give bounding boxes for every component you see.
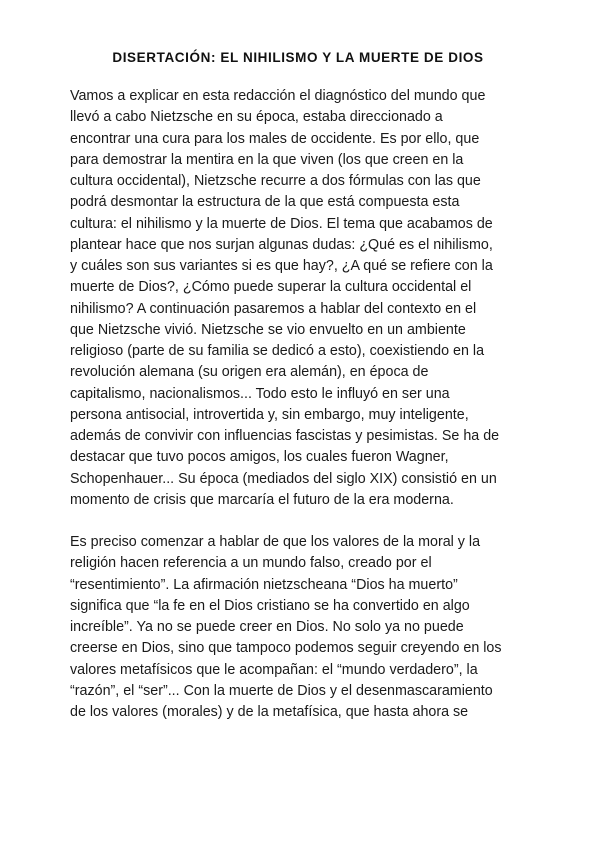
text-line: revolución alemana (su origen era alemán), en época de xyxy=(70,364,429,381)
text-line: de los valores (morales) y de la metafísica, que hasta ahora se xyxy=(70,704,469,720)
text-line: podrá desmontar la estructura de la que está compuesta esta xyxy=(70,194,460,211)
text-line: para demostrar la mentira en la que viven (los que creen en la xyxy=(70,151,464,168)
text-line: destacar que tuvo pocos amigos, los cuales fueron Wagner, xyxy=(70,449,449,466)
text-line: Schopenhauer... Su época (mediados del siglo XIX) consistió en un xyxy=(70,470,497,487)
text-line: “razón”, el “ser”... Con la muerte de Dios y el desenmascaramiento xyxy=(70,682,493,699)
text-line: significa que “la fe en el Dios cristiano se ha convertido en algo xyxy=(70,597,470,614)
text-line: que Nietzsche vivió. Nietzsche se vio envuelto en un ambiente xyxy=(70,321,466,338)
text-line: capitalismo, nacionalismos... Todo esto le influyó en ser una xyxy=(70,385,450,402)
text-line: increíble”. Ya no se puede creer en Dios. No solo ya no puede xyxy=(70,619,464,635)
text-line: religión hacen referencia a un mundo falso, creado por el xyxy=(70,555,432,572)
text-line: persona antisocial, introvertida y, sin embargo, muy inteligente, xyxy=(70,406,469,423)
text-line: Es preciso comenzar a hablar de que los valores de la moral y la xyxy=(70,534,481,550)
text-line: cultura occidental), Nietzsche recurre a dos fórmulas con las que xyxy=(70,173,481,189)
text-line: encontrar una cura para los males de occidente. Es por ello, que xyxy=(70,130,480,147)
text-line: momento de crisis que marcaría el futuro de la era moderna. xyxy=(70,491,454,508)
paragraph-2 xyxy=(70,532,546,723)
text-line: además de convivir con influencias fascistas y pesimistas. Se ha de xyxy=(70,428,500,444)
text-line: muerte de Dios?, ¿Cómo puede superar la cultura occidental el xyxy=(70,279,472,296)
paragraph-1 xyxy=(70,86,546,511)
text-line: nihilismo? A continuación pasaremos a hablar del contexto en el xyxy=(70,300,477,317)
text-line: “resentimiento”. La afirmación nietzscheana “Dios ha muerto” xyxy=(70,576,458,593)
text-line: y cuáles son sus variantes si es que hay?, ¿A qué se refiere con la xyxy=(70,258,493,274)
text-line: valores metafísicos que le acompañan: el “mundo verdadero”, la xyxy=(70,661,478,678)
text-line: creerse en Dios, sino que tampoco podemos seguir creyendo en los xyxy=(70,640,502,657)
text-line: llevó a cabo Nietzsche en su época, estaba direccionado a xyxy=(70,109,443,126)
text-line: cultura: el nihilismo y la muerte de Dios. El tema que acabamos de xyxy=(70,215,493,232)
text-line: religioso (parte de su familia se dedicó a esto), coexistiendo en la xyxy=(70,343,485,359)
text-line: plantear hace que nos surjan algunas dudas: ¿Qué es el nihilismo, xyxy=(70,236,493,253)
document-title: DISERTACIÓN: EL NIHILISMO Y LA MUERTE DE DIOS xyxy=(112,50,484,65)
text-line: Vamos a explicar en esta redacción el diagnóstico del mundo que xyxy=(70,88,486,104)
